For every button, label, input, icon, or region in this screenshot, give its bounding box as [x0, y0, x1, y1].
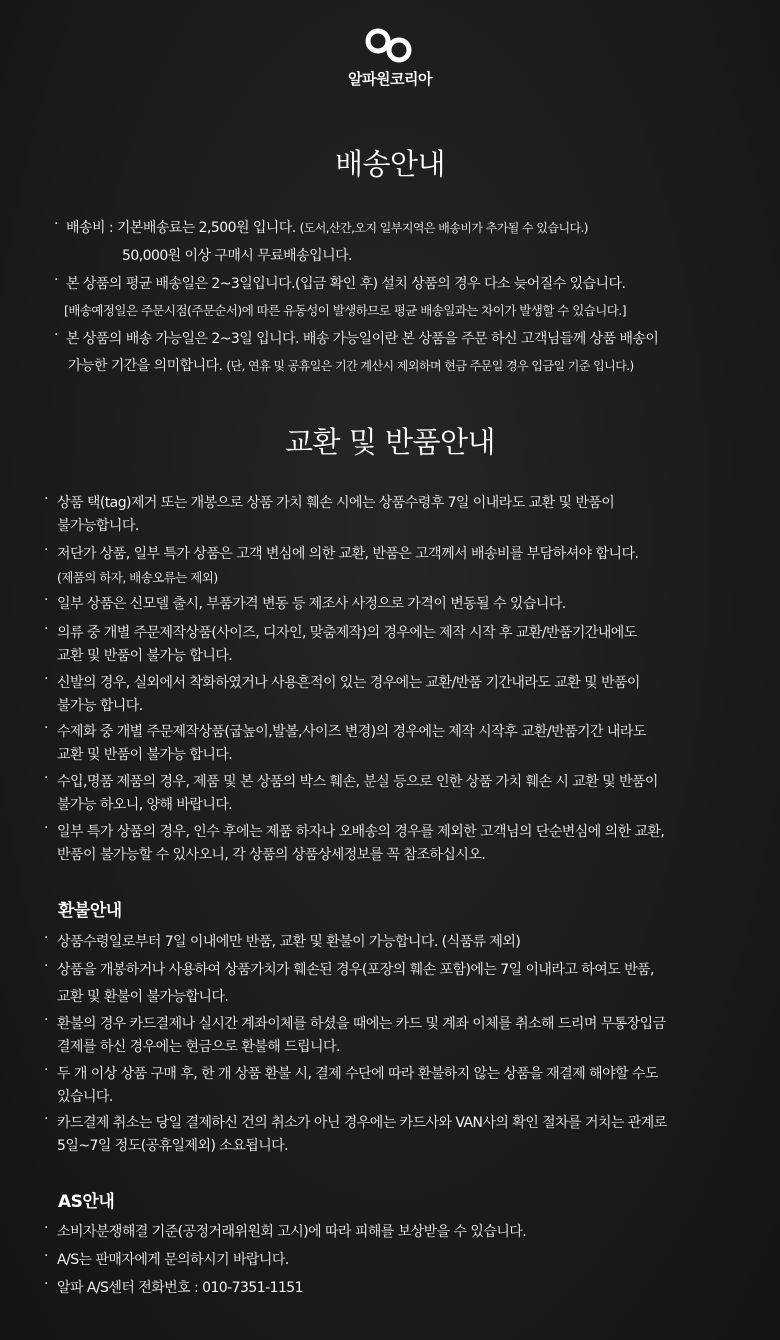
exchange-line: 수제화 중 개별 주문제작상품(굽높이,발볼,사이즈 변경)의 경우에는 제작 시작후 교환/반품기간 내라도 [57, 724, 646, 740]
exchange-line: 상품 택(tag)제거 또는 개봉으로 상품 가치 훼손 시에는 상품수령후 7일 이내라도 교환 및 반품이 [57, 495, 615, 511]
bullet: · [44, 592, 49, 608]
bullet: · [44, 770, 49, 786]
bullet: · [44, 621, 49, 637]
bullet: · [44, 958, 49, 974]
exchange-line: 일부 특가 상품의 경우, 인수 후에는 제품 하자나 오배송의 경우를 제외한 고객님의 단순변심에 의한 교환, [57, 824, 665, 840]
bullet: · [44, 542, 49, 558]
alphaone-logo-icon [364, 28, 416, 64]
refund-line: 있습니다. [57, 1089, 113, 1105]
shipping-line: 50,000원 이상 구매시 무료배송입니다. [122, 248, 352, 264]
bullet: · [44, 1062, 49, 1078]
bullet: · [44, 1111, 49, 1127]
exchange-line: 일부 상품은 신모델 출시, 부품가격 변동 등 제조사 사정으로 가격이 변동될 수 있습니다. [57, 596, 566, 612]
brand-logo [0, 28, 780, 89]
bullet: · [44, 720, 49, 736]
bullet: · [44, 1248, 49, 1264]
bullet: · [54, 272, 59, 288]
exchange-line: 불가능 합니다. [57, 698, 143, 714]
exchange-title: 교환 및 반품안내 [284, 425, 496, 459]
exchange-line: 신발의 경우, 실외에서 착화하였거나 사용흔적이 있는 경우에는 교환/반품 기간내라도 교환 및 반품이 [57, 675, 640, 691]
bullet: · [44, 1220, 49, 1236]
refund-line: 교환 및 환불이 불가능합니다. [57, 989, 229, 1005]
refund-title: 환불안내 [58, 901, 122, 921]
as-line: 소비자분쟁해결 기준(공정거래위원회 고시)에 따라 피해를 보상받을 수 있습니다. [57, 1224, 527, 1240]
exchange-line: 반품이 불가능할 수 있사오니, 각 상품의 상품상세정보를 꼭 참조하십시오. [57, 847, 486, 863]
bullet: · [44, 671, 49, 687]
bullet: · [44, 930, 49, 946]
exchange-line: 불가능 하오니, 양해 바랍니다. [57, 797, 233, 813]
shipping-line: [배송예정일은 주문시점(주문순서)에 따른 유동성이 발생하므로 평균 배송일과는 차이가 발생할 수 있습니다.] [64, 303, 627, 318]
as-line: A/S는 판매자에게 문의하시기 바랍니다. [57, 1252, 289, 1268]
exchange-line: (제품의 하자, 배송오류는 제외) [57, 570, 218, 585]
refund-line: 카드결제 취소는 당일 결제하신 건의 취소가 아닌 경우에는 카드사와 VAN사의 확인 절차를 거치는 관계로 [57, 1115, 667, 1131]
bullet: · [44, 1012, 49, 1028]
refund-line: 5일~7일 정도(공휴일제외) 소요됩니다. [57, 1138, 289, 1154]
bullet: · [54, 327, 59, 343]
refund-line: 두 개 이상 상품 구매 후, 한 개 상품 환불 시, 결제 수단에 따라 환불하지 않는 상품을 재결제 해야할 수도 [57, 1066, 658, 1082]
exchange-line: 불가능합니다. [57, 518, 139, 534]
exchange-line: 의류 중 개별 주문제작상품(사이즈, 디자인, 맞춤제작)의 경우에는 제작 시작 후 교환/반품기간내에도 [57, 625, 637, 641]
brand-name: 알파원코리아 [348, 70, 432, 88]
exchange-line: 교환 및 반품이 불가능 합니다. [57, 648, 233, 664]
shipping-line: 배송비 : 기본배송료는 2,500원 입니다. (도서,산간,오지 일부지역은 배송비가 추가될 수 있습니다.) [66, 220, 588, 236]
shipping-line: 가능한 기간을 의미합니다. (단, 연휴 및 공휴일은 기간 계산시 제외하며 현금 주문일 경우 입금일 기준 입니다.) [68, 358, 634, 374]
exchange-line: 저단가 상품, 일부 특가 상품은 고객 변심에 의한 교환, 반품은 고객께서 배송비를 부담하셔야 합니다. [57, 546, 639, 562]
refund-line: 결제를 하신 경우에는 현금으로 환불해 드립니다. [57, 1039, 340, 1055]
bullet: · [44, 820, 49, 836]
refund-line: 상품을 개봉하거나 사용하여 상품가치가 훼손된 경우(포장의 훼손 포함)에는 7일 이내라고 하여도 반품, [57, 962, 654, 978]
shipping-line: 본 상품의 평균 배송일은 2~3일입니다.(입금 확인 후) 설치 상품의 경우 다소 늦어질수 있습니다. [66, 276, 626, 292]
bullet: · [44, 1276, 49, 1292]
exchange-line: 교환 및 반품이 불가능 합니다. [57, 747, 233, 763]
refund-line: 상품수령일로부터 7일 이내에만 반품, 교환 및 환불이 가능합니다. (식품류 제외) [57, 934, 521, 950]
as-title: AS안내 [58, 1192, 115, 1212]
shipping-title: 배송안내 [334, 147, 446, 181]
shipping-line: 본 상품의 배송 가능일은 2~3일 입니다. 배송 가능일이란 본 상품을 주문 하신 고객님들께 상품 배송이 [66, 331, 659, 347]
bullet: · [54, 216, 59, 232]
exchange-line: 수입,명품 제품의 경우, 제품 및 본 상품의 박스 훼손, 분실 등으로 인한 상품 가치 훼손 시 교환 및 반품이 [57, 774, 658, 790]
refund-line: 환불의 경우 카드결제나 실시간 계좌이체를 하셨을 때에는 카드 및 계좌 이체를 취소해 드리며 무통장입금 [57, 1016, 666, 1032]
as-line: 알파 A/S센터 전화번호 : 010-7351-1151 [57, 1280, 304, 1296]
bullet: · [44, 491, 49, 507]
